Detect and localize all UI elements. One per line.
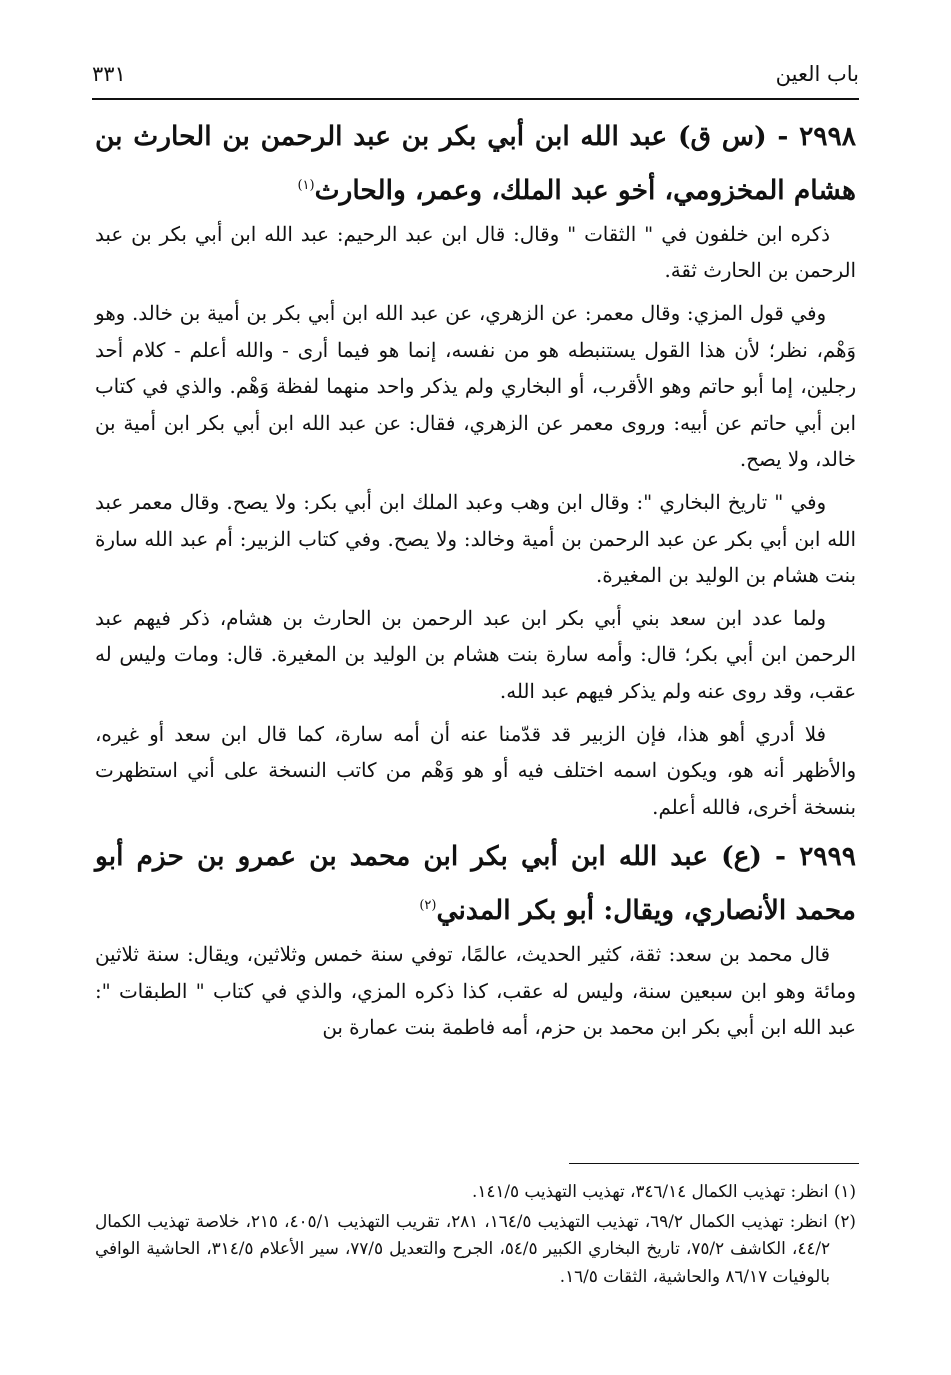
entry-heading-2999: [95, 832, 856, 935]
paragraph: وفي قول المزي: وقال معمر: عن الزهري، عن عبد الله ابن أبي بكر بن أمية بن خالد. وهو وَهْم، نظر؛ لأن هذا القول يستنبطه هو من نفسه، إنما هو فيما أرى - والله أعلم - كلام أحد رجلين، إما أبو حاتم وهو الأقرب، أو البخاري ولم يذكر واحد منهما لفظة وَهْم. والذي في كتاب ابن أبي حاتم عن أبيه: وروى معمر عن الزهري، فقال: عن عبد الله ابن أبي بكر ابن أمية بن خالد، ولا يصح.: [95, 302, 856, 472]
footnote-1: (١) انظر: تهذيب الكمال ٣٤٦/١٤، تهذيب التهذيب ١٤١/٥.: [471, 1181, 856, 1201]
footnote-ref: (٢): [419, 898, 437, 914]
footnotes: [95, 1178, 856, 1292]
entry-heading-text: ٢٩٩٩ - (ع) عبد الله ابن أبي بكر ابن محمد بن عمرو بن حزم أبو محمد الأنصاري، ويقال: أبو بكر المدني: [95, 841, 856, 927]
page-body: [95, 112, 856, 1053]
footnote-2: (٢) انظر: تهذيب الكمال ٦٩/٢، تهذيب التهذيب ١٦٤/٥، ٢٨١، تقريب التهذيب ٤٠٥/١، ٢١٥، خلاصة تهذيب الكمال ٤٤/٢، الكاشف ٧٥/٢، تاريخ البخاري الكبير ٥٤/٥، الجرح والتعديل ٧٧/٥، سير الأعلام ٣١٤/٥، الحاشية الوافي بالوفيات ٨٦/١٧ والحاشية، الثقات ١٦/٥.: [95, 1210, 856, 1286]
paragraph: ذكره ابن خلفون في " الثقات " وقال: قال ابن عبد الرحيم: عبد الله ابن أبي بكر بن عبد الرحمن بن الحارث ثقة.: [95, 222, 856, 283]
footnote-divider: [569, 1163, 859, 1164]
page-number: ٣٣١: [92, 62, 126, 86]
entry-heading-2998: [95, 112, 856, 215]
entry-heading-text: ٢٩٩٨ - (س ق) عبد الله ابن أبي بكر بن عبد الرحمن بن الحارث بن هشام المخزومي، أخو عبد الملك، وعمر، والحارث: [95, 121, 856, 206]
running-header: [92, 58, 859, 100]
paragraph: قال محمد بن سعد: ثقة، كثير الحديث، عالمًا، توفي سنة خمس وثلاثين، ويقال: سنة ثلاثين ومائة وهو ابن سبعين سنة، وليس له عقب، كذا ذكره المزي، والذي في كتاب " الطبقات ": عبد الله ابن أبي بكر ابن محمد بن حزم، أمه فاطمة بنت عمارة بن: [95, 943, 856, 1040]
footnote-ref: (١): [297, 178, 315, 193]
running-title: باب العين: [775, 62, 859, 86]
paragraph: وفي " تاريخ البخاري ": وقال ابن وهب وعبد الملك ابن أبي بكر: ولا يصح. وقال معمر عبد الله ابن أبي بكر عن عبد الرحمن بن أمية وخالد: ولا يصح. وفي كتاب الزبير: أم عبد الله سارة بنت هشام بن الوليد بن المغيرة.: [95, 490, 856, 588]
paragraph: فلا أدري أهو هذا، فإن الزبير قد قدّمنا عنه أن أمه سارة، كما قال ابن سعد أو غيره، والأظهر أنه هو، ويكون اسمه اختلف فيه أو هو وَهْم من كاتب النسخة على أني استظهرت بنسخة أخرى، فالله أعلم.: [95, 722, 856, 819]
paragraph: ولما عدد ابن سعد بني أبي بكر ابن عبد الرحمن بن الحارث بن هشام، ذكر فيهم عبد الرحمن ابن أبي بكر؛ قال: وأمه سارة بنت هشام بن الوليد بن المغيرة. قال: ومات وليس له عقب، وقد روى عنه ولم يذكر فيهم عبد الله.: [95, 606, 856, 703]
